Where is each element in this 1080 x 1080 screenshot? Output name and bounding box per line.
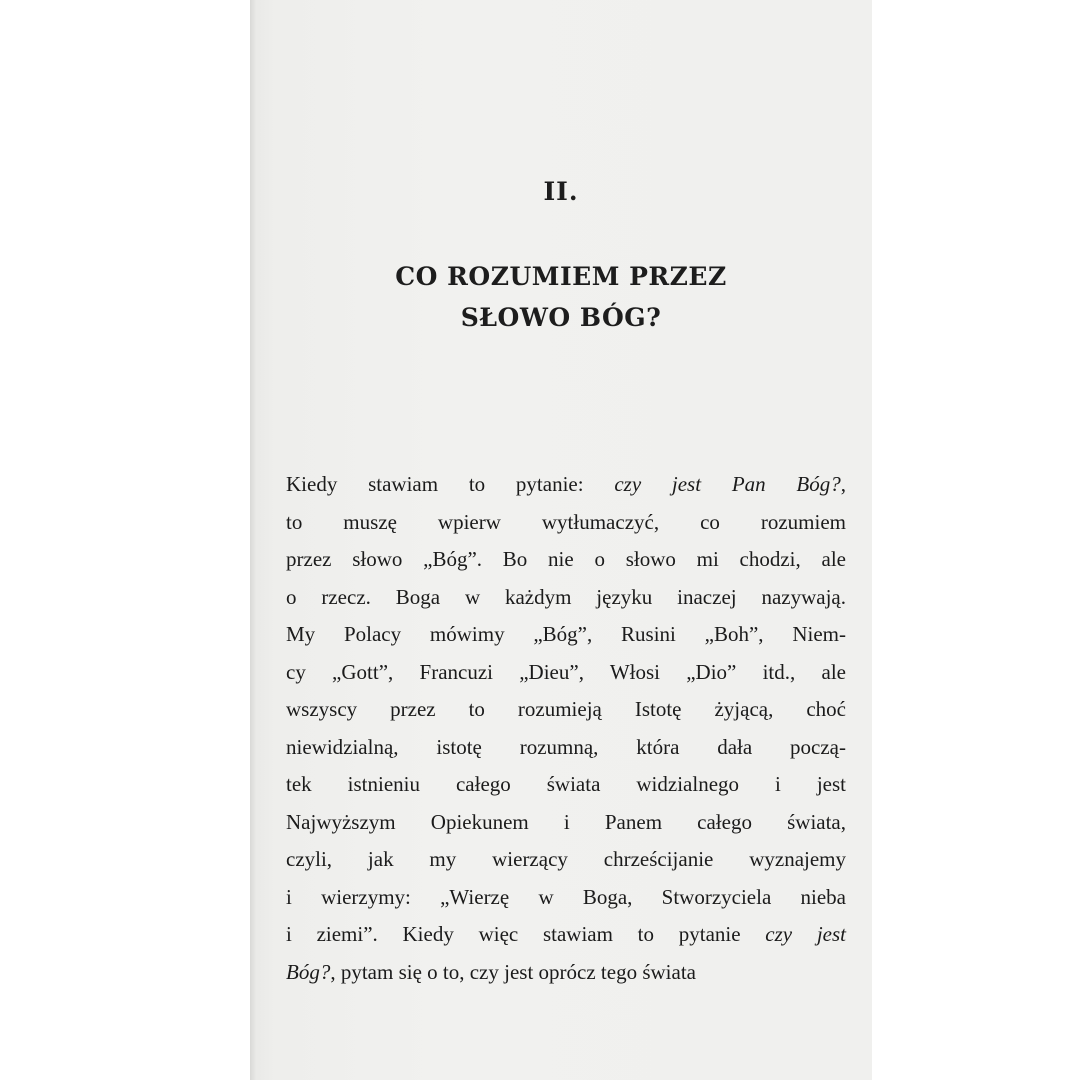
text-line: czyli, jak my wierzący chrześcijanie wyznajemy — [286, 847, 846, 871]
chapter-title — [250, 256, 872, 338]
text-line: Najwyższym Opiekunem i Panem całego świata, — [286, 809, 846, 834]
text-line: to muszę wpierw wytłumaczyć, co rozumiem — [286, 509, 846, 534]
text-line: i ziemi”. Kiedy więc stawiam to pytanie czy jest — [286, 922, 846, 946]
italic-phrase: Bóg? — [286, 959, 331, 984]
text-line: Bóg?, pytam się o to, czy jest oprócz tego świata — [286, 959, 696, 984]
chapter-title-line: SŁOWO BÓG? — [460, 303, 662, 332]
italic-phrase: czy jest — [765, 922, 846, 946]
text-line: przez słowo „Bóg”. Bo nie o słowo mi chodzi, ale — [286, 547, 846, 571]
text-line: niewidzialną, istotę rozumną, która dała począ- — [286, 734, 846, 759]
text-line: My Polacy mówimy „Bóg”, Rusini „Boh”, Niem- — [286, 622, 846, 646]
text-line: o rzecz. Boga w każdym języku inaczej nazywają. — [286, 584, 846, 609]
text-line: wszyscy przez to rozumieją Istotę żyjącą, choć — [286, 697, 846, 721]
chapter-number: II. — [543, 177, 579, 206]
text-line: tek istnieniu całego świata widzialnego i jest — [286, 772, 846, 796]
text-line: i wierzymy: „Wierzę w Boga, Stworzyciela nieba — [286, 884, 846, 909]
chapter-title-line: CO ROZUMIEM PRZEZ — [395, 262, 727, 291]
italic-phrase: czy jest Pan Bóg? — [614, 472, 841, 496]
book-page — [250, 0, 872, 1080]
text-line: Kiedy stawiam to pytanie: czy jest Pan Bóg?, — [286, 472, 846, 496]
body-paragraph — [286, 466, 846, 991]
text-line: cy „Gott”, Francuzi „Dieu”, Włosi „Dio” itd., ale — [286, 659, 846, 684]
